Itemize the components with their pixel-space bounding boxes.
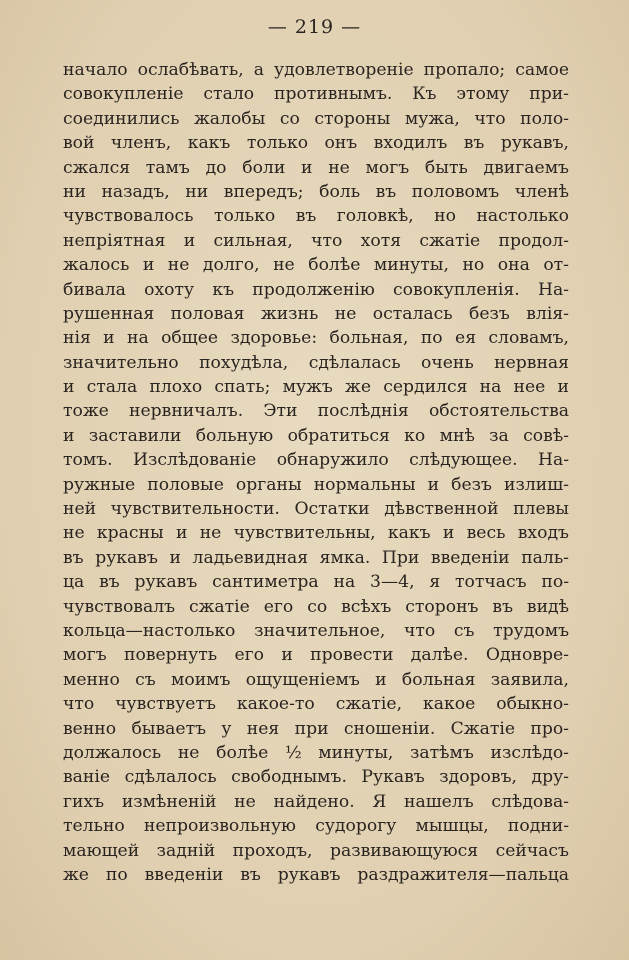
text-line: чувствовалъ сжатіе его со всѣхъ сторонъ въ видѣ bbox=[63, 596, 569, 617]
body-text bbox=[63, 58, 569, 887]
text-line: венно бываетъ у нея при сношеніи. Сжатіе про- bbox=[63, 718, 569, 739]
text-line: должалось не болѣе ½ минуты, затѣмъ изслѣдо- bbox=[63, 742, 569, 763]
text-line: значительно похудѣла, сдѣлалась очень нервная bbox=[63, 352, 569, 373]
text-line: ружные половые органы нормальны и безъ излиш- bbox=[63, 474, 569, 495]
text-line: тельно непроизвольную судорогу мышцы, подни- bbox=[63, 816, 569, 837]
text-line: же по введеніи въ рукавъ раздражителя—пальца bbox=[63, 864, 569, 885]
text-line: непріятная и сильная, что хотя сжатіе продол- bbox=[63, 230, 569, 251]
text-line: соединились жалобы со стороны мужа, что поло- bbox=[63, 108, 569, 129]
text-line: тоже нервничалъ. Эти послѣднія обстоятельства bbox=[63, 401, 569, 422]
text-line: вой членъ, какъ только онъ входилъ въ рукавъ, bbox=[63, 133, 569, 154]
text-line: могъ повернуть его и провести далѣе. Одновре- bbox=[63, 645, 569, 666]
text-line: кольца—настолько значительное, что съ трудомъ bbox=[63, 620, 569, 641]
text-line: рушенная половая жизнь не осталась безъ влія- bbox=[63, 303, 569, 324]
text-line: ваніе сдѣлалось свободнымъ. Рукавъ здоровъ, дру- bbox=[63, 767, 569, 788]
text-line: не красны и не чувствительны, какъ и весь входъ bbox=[63, 523, 569, 544]
text-line: нія и на общее здоровье: больная, по ея словамъ, bbox=[63, 328, 569, 349]
text-line: жалось и не долго, не болѣе минуты, но она от- bbox=[63, 255, 569, 276]
text-line: мающей задній проходъ, развивающуюся сейчасъ bbox=[63, 840, 569, 861]
text-line: ца въ рукавъ сантиметра на 3—4, я тотчасъ по- bbox=[63, 572, 569, 593]
text-line: въ рукавъ и ладьевидная ямка. При введеніи паль- bbox=[63, 547, 569, 568]
text-line: что чувствуетъ какое-то сжатіе, какое обыкно- bbox=[63, 694, 569, 715]
text-line: менно съ моимъ ощущеніемъ и больная заявила, bbox=[63, 669, 569, 690]
text-line: чувствовалось только въ головкѣ, но настолько bbox=[63, 206, 569, 227]
text-line: начало ослабѣвать, а удовлетвореніе пропало; самое bbox=[63, 60, 569, 80]
text-line: сжался тамъ до боли и не могъ быть двигаемъ bbox=[63, 157, 569, 178]
text-line: ни назадъ, ни впередъ; боль въ половомъ членѣ bbox=[63, 181, 569, 202]
text-line: и заставили больную обратиться ко мнѣ за совѣ- bbox=[63, 425, 569, 446]
text-line: томъ. Изслѣдованіе обнаружило слѣдующее. На- bbox=[63, 450, 569, 471]
page-number: — 219 — bbox=[267, 16, 362, 38]
text-line: гихъ измѣненій не найдено. Я нашелъ слѣдова- bbox=[63, 791, 569, 812]
text-line: совокупленіе стало противнымъ. Къ этому при- bbox=[63, 84, 569, 105]
text-line: и стала плохо спать; мужъ же сердился на нее и bbox=[63, 377, 569, 398]
text-line: ней чувствительности. Остатки дѣвственной плевы bbox=[63, 499, 569, 520]
text-line: бивала охоту къ продолженію совокупленія. На- bbox=[63, 279, 569, 300]
